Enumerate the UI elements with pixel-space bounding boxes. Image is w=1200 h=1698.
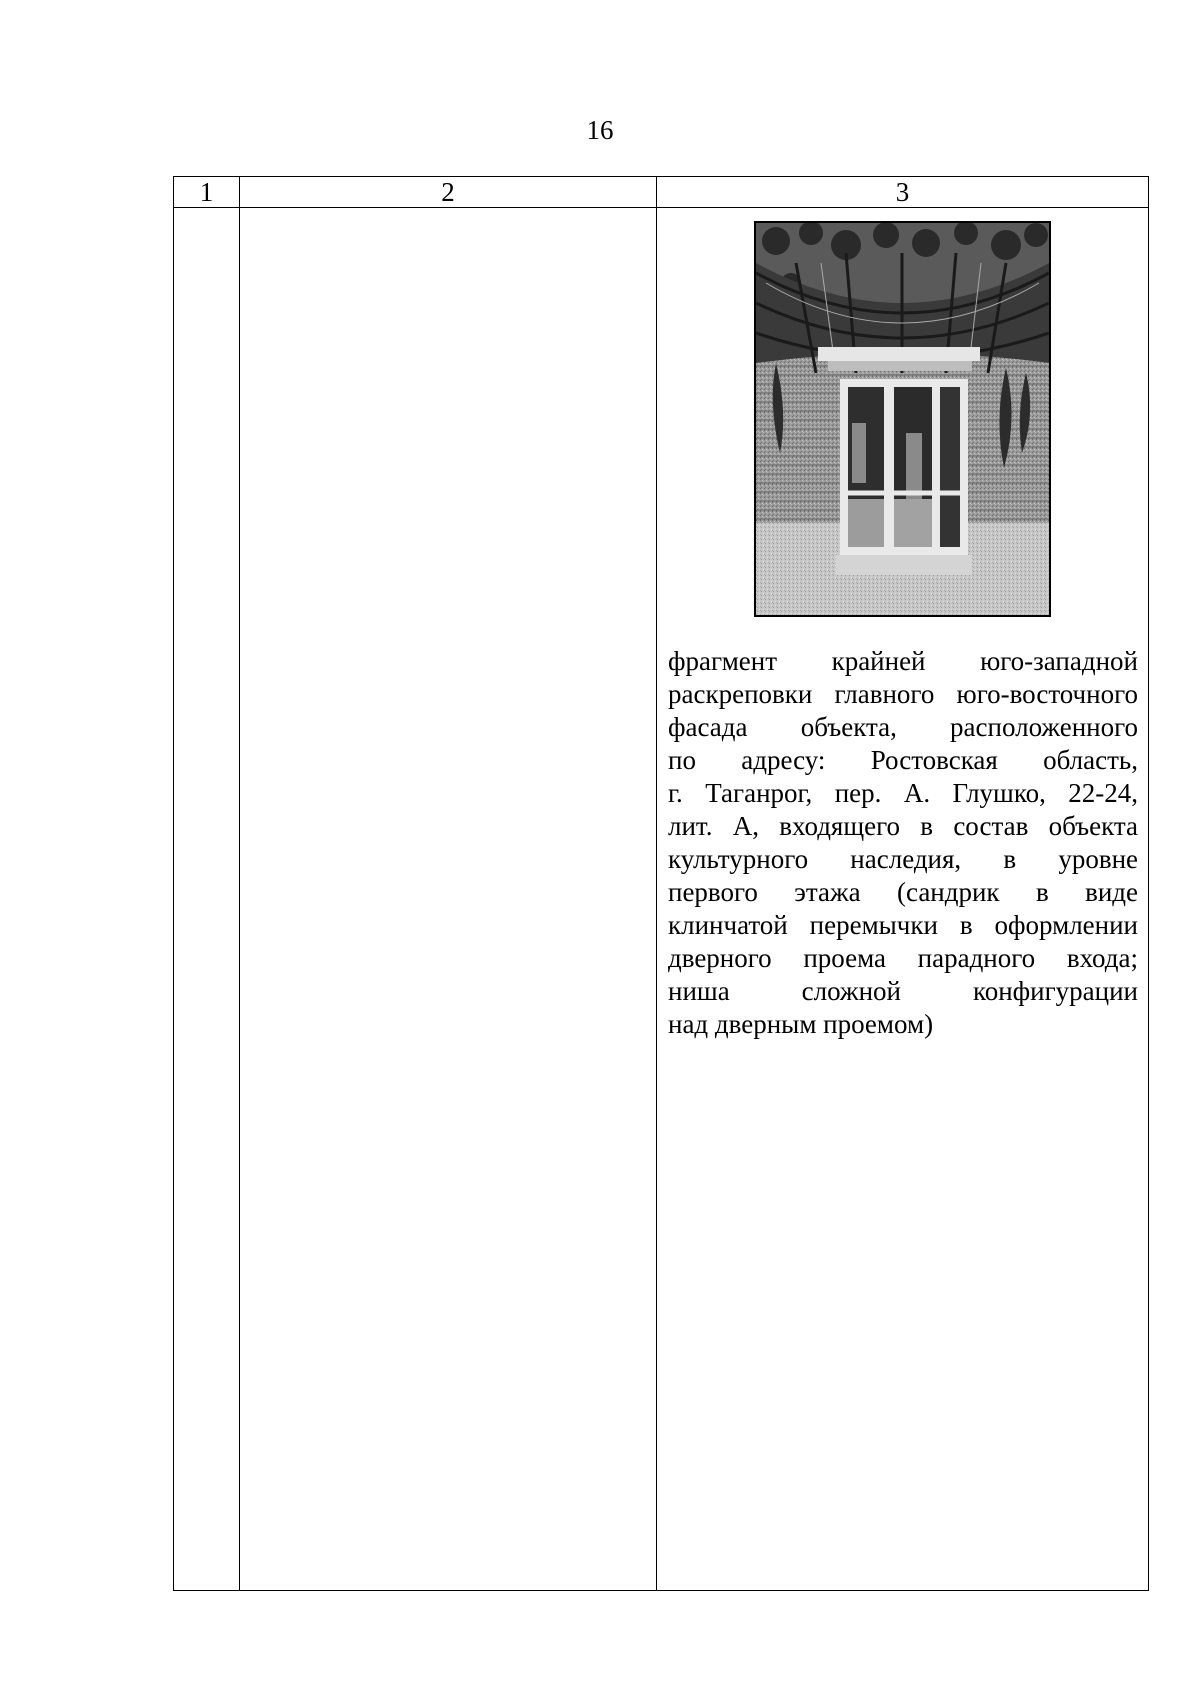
table-row <box>174 208 1149 1591</box>
caption-line: фрагмент крайней юго-западной <box>668 646 1138 676</box>
cell-col-3 <box>657 208 1149 1591</box>
caption-line: фасада объекта, расположенного <box>668 712 1138 742</box>
caption-line: лит. А, входящего в состав объекта <box>668 811 1138 841</box>
cell-col-1 <box>174 208 240 1591</box>
header-col-1: 1 <box>174 177 240 208</box>
caption-line: дверного проема парадного входа; <box>668 943 1138 973</box>
caption-line: культурного наследия, в уровне <box>668 844 1138 874</box>
table-header-row <box>174 177 1149 208</box>
header-col-3: 3 <box>657 177 1149 208</box>
document-table <box>173 176 1149 1591</box>
caption-line: над дверным проемом) <box>668 1009 934 1039</box>
caption-line: первого этажа (сандрик в виде <box>668 877 1138 907</box>
cell-col-2 <box>240 208 657 1591</box>
header-col-2: 2 <box>240 177 657 208</box>
page-number: 16 <box>586 115 614 145</box>
facade-photo <box>754 221 1051 617</box>
caption-line: раскреповки главного юго-восточного <box>668 679 1138 709</box>
caption-line: г. Таганрог, пер. А. Глушко, 22-24, <box>668 778 1138 808</box>
caption-line: клинчатой перемычки в оформлении <box>668 910 1138 940</box>
caption-line: по адресу: Ростовская область, <box>668 745 1138 775</box>
photo-caption <box>668 645 1138 1041</box>
caption-line: ниша сложной конфигурации <box>668 976 1138 1006</box>
